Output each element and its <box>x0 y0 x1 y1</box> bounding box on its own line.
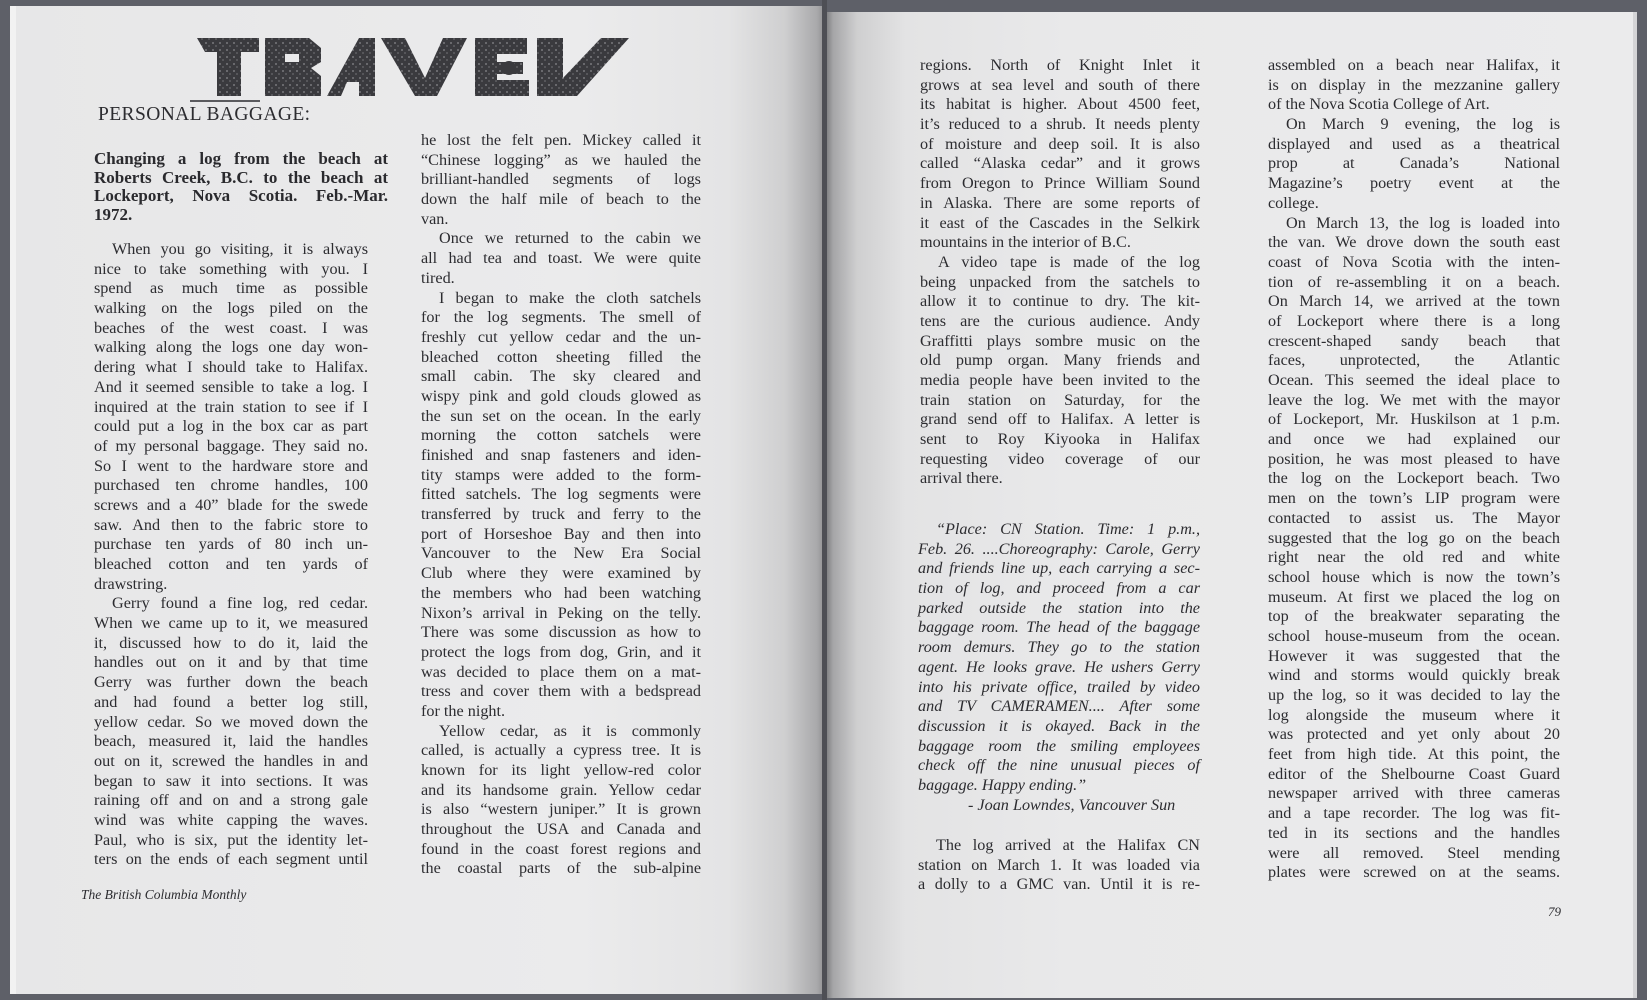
text-line: baggage room. The head of the baggage <box>918 618 1200 637</box>
text-line: agent. He looks grave. He ushers Gerry <box>918 657 1200 676</box>
text-line: handles out on it and by that time <box>94 653 368 672</box>
page-number: 79 <box>1548 904 1561 919</box>
text-line: position, he was most pleased to have <box>1268 449 1560 468</box>
text-line: media people have been invited to the <box>920 371 1200 389</box>
text-line: contacted to assist us. The Mayor <box>1268 508 1560 527</box>
text-line: saw. And then to the fabric store to <box>94 515 368 534</box>
text-line: coast of Nova Scotia with the inten- <box>1268 252 1560 271</box>
subtitle-line: Lockeport, Nova Scotia. Feb.-Mar. <box>94 186 388 205</box>
text-line: transferred by truck and ferry to the <box>421 505 701 524</box>
text-line: from Oregon to Prince William Sound <box>920 174 1200 193</box>
text-line: baggage. Happy ending.” <box>918 775 1087 794</box>
text-line: the sun set on the ocean. In the early <box>421 406 701 425</box>
text-line: room demurs. They go to the station <box>918 638 1200 657</box>
newspaper-quote <box>918 520 1200 796</box>
text-line: throughout the USA and Canada and <box>421 820 701 839</box>
text-line: sent to Roy Kiyooka in Halifax <box>920 430 1200 449</box>
text-line: it east of the Cascades in the Selkirk <box>920 213 1200 232</box>
text-line: protect the logs from dog, Grin, and it <box>421 642 701 661</box>
text-line: began to saw it into sections. It was <box>94 771 368 790</box>
right-page-column-1-continued <box>918 836 1200 895</box>
text-line: Once we returned to the cabin we <box>439 229 701 248</box>
text-line: for the night. <box>421 701 506 720</box>
text-line: brilliant-handled segments of logs <box>421 170 701 189</box>
text-line: And it seemed sensible to take a log. I <box>94 377 368 396</box>
text-line: editor of the Shelbourne Coast Guard <box>1268 764 1560 783</box>
subtitle-line: Roberts Creek, B.C. to the beach at <box>94 167 388 187</box>
text-line: tion of log, and proceed from a car <box>918 579 1200 598</box>
text-line: it’s reduced to a shrub. It needs plenty <box>920 115 1200 134</box>
text-line: and once we had explained our <box>1268 430 1560 449</box>
book-spine <box>822 0 827 1000</box>
text-line: crescent-shaped sandy beach that <box>1268 331 1560 350</box>
text-line: However it was suggested that the <box>1268 646 1560 665</box>
left-page-column-2 <box>421 131 701 879</box>
text-line: the members who had been watching <box>421 583 701 602</box>
text-line: in Alaska. There are some reports of <box>920 193 1200 212</box>
text-line: a dolly to a GMC van. Until it is re- <box>918 875 1200 894</box>
text-line: screws and a 40” blade for the swede <box>94 495 368 514</box>
text-line: Magazine’s poetry event at the <box>1268 174 1560 193</box>
text-line: was protected and yet only about 20 <box>1268 725 1560 744</box>
text-line: up the log, so it was decided to lay the <box>1268 686 1560 704</box>
text-line: inquired at the train station to see if I <box>94 397 368 416</box>
text-line: Vancouver to the New Era Social <box>421 544 701 563</box>
text-line: into his private office, trailed by video <box>918 677 1200 696</box>
text-line: leave the log. We met with the mayor <box>1268 390 1560 409</box>
magazine-footer: The British Columbia Monthly <box>81 887 247 902</box>
text-line: beach, measured it, laid the handles <box>94 732 368 751</box>
text-line: Yellow cedar, as it is commonly <box>439 721 701 740</box>
text-line: train station on Saturday, for the <box>920 390 1200 409</box>
text-line: morning the cotton satchels were <box>421 426 701 445</box>
text-line: Ocean. This seemed the ideal place to <box>1268 371 1560 389</box>
left-page-column-1 <box>94 240 368 870</box>
text-line: of the Nova Scotia College of Art. <box>1268 95 1490 114</box>
quote-attribution <box>968 796 1208 816</box>
text-line: drawstring. <box>94 574 168 593</box>
text-line: wind was white capping the waves. <box>94 810 368 829</box>
text-line: called “Alaska cedar” and it grows <box>920 154 1200 173</box>
text-line: small cabin. The sky cleared and <box>421 367 701 386</box>
text-line: men on the town’s LIP program were <box>1268 489 1560 508</box>
travel-title-stamp <box>197 34 629 100</box>
text-line: the coastal parts of the sub-alpine <box>421 859 701 878</box>
text-line: wispy pink and gold clouds glowed as <box>421 386 701 405</box>
text-line: prop at Canada’s National <box>1268 154 1560 173</box>
text-line: of moisture and deep soil. It is also <box>920 134 1200 153</box>
text-line: right near the old red and white <box>1268 548 1560 567</box>
text-line: allow it to continue to dry. The kit- <box>920 292 1200 311</box>
text-line: museum. At first we placed the log on <box>1268 587 1560 606</box>
text-line: Paul, who is six, put the identity let- <box>94 830 368 849</box>
text-line: and TV CAMERAMEN.... After some <box>918 697 1200 716</box>
text-line: its habitat is higher. About 4500 feet, <box>920 95 1200 114</box>
text-line: were all removed. Steel mending <box>1268 843 1560 862</box>
text-line: out on it, screwed the handles in and <box>94 751 368 770</box>
text-line: There was some discussion as how to <box>421 623 701 642</box>
text-line: The log arrived at the Halifax CN <box>936 836 1200 854</box>
text-line: tity stamps were added to the form- <box>421 465 701 484</box>
text-line: tired. <box>421 268 455 287</box>
text-line: for the log segments. The smell of <box>421 308 701 327</box>
text-line: dering what I should take to Halifax. <box>94 358 368 377</box>
text-line: tion of re-assembling it on a beach. <box>1268 272 1560 291</box>
text-line: college. <box>1268 193 1319 212</box>
text-line: parked outside the station into the <box>918 598 1200 617</box>
text-line: plates were screwed on at the seams. <box>1268 863 1560 882</box>
text-line: yellow cedar. So we moved down the <box>94 712 368 731</box>
subtitle-line: Changing a log from the beach at <box>94 149 388 168</box>
text-line: port of Horseshoe Bay and then into <box>421 524 701 543</box>
text-line: and its handsome grain. Yellow cedar <box>421 780 701 799</box>
text-line: could put a log in the box car as part <box>94 417 368 436</box>
text-line: Feb. 26. ....Choreography: Carole, Gerry <box>918 539 1200 558</box>
travel-stamp-lettering <box>197 34 629 100</box>
text-line: grows at sea level and south of there <box>920 75 1200 94</box>
text-line: spend as much time as possible <box>94 279 368 298</box>
text-line: Gerry found a fine log, red cedar. <box>112 594 368 613</box>
text-line: displayed and used as a theatrical <box>1268 134 1560 153</box>
text-line: discussion it is okayed. Back in the <box>918 716 1200 735</box>
text-line: tress and cover them with a bedspread <box>421 682 701 701</box>
text-line: regions. North of Knight Inlet it <box>920 56 1200 74</box>
text-line: So I went to the hardware store and <box>94 456 368 475</box>
text-line: On March 9 evening, the log is <box>1286 115 1560 134</box>
text-line: purchased ten chrome handles, 100 <box>94 476 368 495</box>
text-line: newspaper arrived with three cameras <box>1268 784 1560 803</box>
text-line: school house which is now the town’s <box>1268 567 1560 586</box>
text-line: known for its light yellow-red color <box>421 761 701 779</box>
text-line: being unpacked from the satchels to <box>920 272 1200 291</box>
text-line: raining off and on and a strong gale <box>94 791 368 810</box>
quote-attribution-text: - Joan Lowndes, Vancouver Sun <box>968 796 1176 814</box>
text-line: tens are the curious audience. Andy <box>920 311 1200 330</box>
text-line: Nixon’s arrival in Peking on the telly. <box>421 603 701 622</box>
text-line: freshly cut yellow cedar and the un- <box>421 327 701 346</box>
text-line: On March 14, we arrived at the town <box>1268 292 1560 311</box>
text-line: was decided to place them on a mat- <box>421 662 701 681</box>
text-line: and a tape recorder. The log was fit- <box>1268 804 1560 823</box>
text-line: fitted satchels. The log segments were <box>421 485 701 504</box>
text-line: it, discussed how to do it, laid the <box>94 633 368 652</box>
text-line: “Place: CN Station. Time: 1 p.m., <box>936 520 1200 538</box>
text-line: bleached cotton sheeting filled the <box>421 347 701 366</box>
text-line: assembled on a beach near Halifax, it <box>1268 56 1560 74</box>
subtitle-line: 1972. <box>94 204 133 224</box>
text-line: Club where they were examined by <box>421 564 701 583</box>
text-line: suggested that the log go on the beach <box>1268 528 1560 547</box>
text-line: the log on the Lockeport beach. Two <box>1268 469 1560 488</box>
text-line: walking along the logs one day won- <box>94 338 368 357</box>
text-line: Graffitti plays sombre music on the <box>920 331 1200 350</box>
text-line: station on March 1. It was loaded via <box>918 855 1200 874</box>
right-page-column-2 <box>1268 56 1560 883</box>
text-line: “Chinese logging” as we hauled the <box>421 150 701 169</box>
text-line: requesting video coverage of our <box>920 449 1200 468</box>
article-subtitle <box>94 150 388 224</box>
text-line: is also “western juniper.” It is grown <box>421 800 701 819</box>
text-line: and had found a better log still, <box>94 692 368 711</box>
text-line: down the half mile of beach to the <box>421 190 701 209</box>
text-line: feet from high tide. At this point, the <box>1268 745 1560 764</box>
text-line: the van. We drove down the south east <box>1268 233 1560 252</box>
text-line: arrival there. <box>920 469 1003 488</box>
text-line: walking on the logs piled on the <box>94 299 368 318</box>
text-line: log alongside the museum where it <box>1268 705 1560 724</box>
text-line: check off the nine unusual pieces of <box>918 756 1200 775</box>
text-line: A video tape is made of the log <box>938 252 1200 271</box>
text-line: purchase ten yards of 80 inch un- <box>94 535 368 554</box>
text-line: found in the coast forest regions and <box>421 839 701 858</box>
text-line: bleached cotton and ten yards of <box>94 555 368 573</box>
text-line: beaches of the west coast. I was <box>94 318 368 337</box>
text-line: wind and storms would quickly break <box>1268 666 1560 685</box>
right-page-column-1 <box>920 56 1200 489</box>
text-line: of Lockeport, Mr. Huskilson at 1 p.m. <box>1268 410 1560 429</box>
text-line: I began to make the cloth satchels <box>439 288 701 307</box>
text-line: old pump organ. Many friends and <box>920 351 1200 370</box>
text-line: Gerry was further down the beach <box>94 673 368 692</box>
text-line: faces, unprotected, the Atlantic <box>1268 351 1560 370</box>
section-heading: PERSONAL BAGGAGE: <box>98 104 311 125</box>
text-line: and friends line up, each carrying a sec- <box>918 559 1200 578</box>
text-line: top of the breakwater separating the <box>1268 607 1560 626</box>
text-line: grand send off to Halifax. A letter is <box>920 410 1200 429</box>
text-line: of my personal baggage. They said no. <box>94 436 368 455</box>
text-line: called, is actually a cypress tree. It is <box>421 741 701 760</box>
text-line: When you go visiting, it is always <box>112 240 368 258</box>
text-line: mountains in the interior of B.C. <box>920 233 1131 252</box>
text-line: ted in its sections and the handles <box>1268 823 1560 842</box>
text-line: ters on the ends of each segment until <box>94 850 368 869</box>
text-line: all had tea and toast. We were quite <box>421 249 701 268</box>
text-line: he lost the felt pen. Mickey called it <box>421 131 701 149</box>
text-line: finished and snap fasteners and iden- <box>421 446 701 464</box>
text-line: On March 13, the log is loaded into <box>1286 213 1560 232</box>
text-line: is on display in the mezzanine gallery <box>1268 75 1560 94</box>
text-line: baggage room the smiling employees <box>918 736 1200 755</box>
text-line: When we came up to it, we measured <box>94 614 368 633</box>
text-line: nice to take something with you. I <box>94 259 368 278</box>
text-line: of Lockeport where there is a long <box>1268 311 1560 330</box>
text-line: van. <box>421 209 449 228</box>
heading-rule <box>190 100 260 102</box>
text-line: school house-museum from the ocean. <box>1268 626 1560 645</box>
